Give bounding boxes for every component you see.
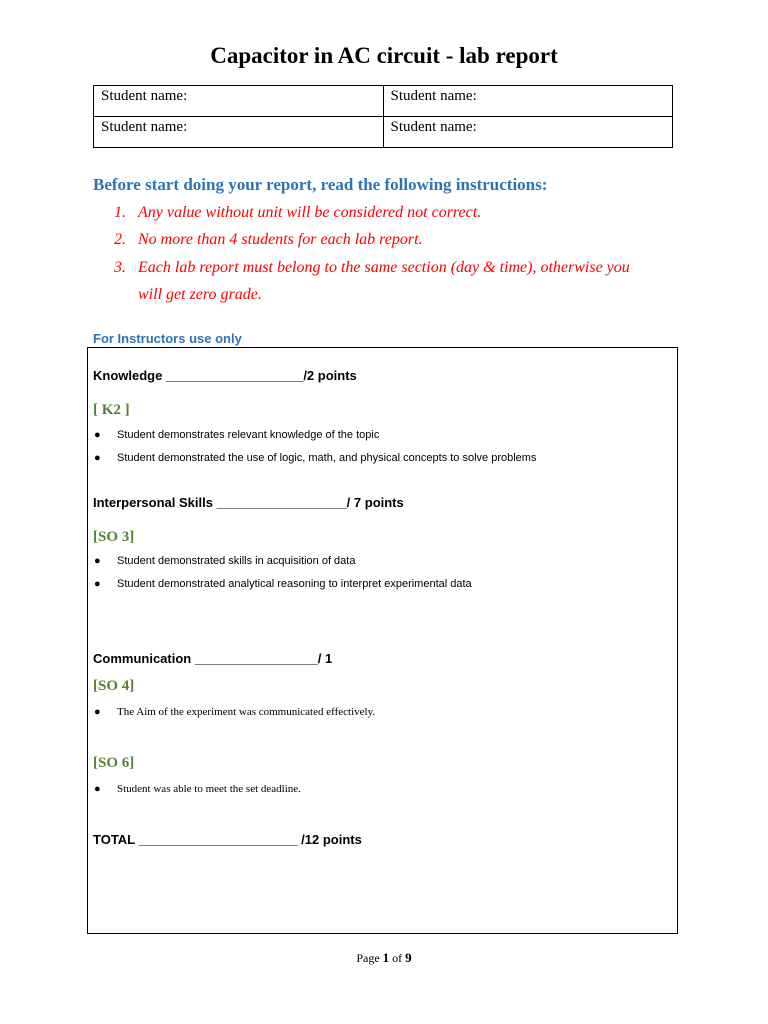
knowledge-score-line: Knowledge ___________________/2 points xyxy=(93,368,357,383)
bullet-item xyxy=(93,554,355,568)
bullet-icon: ● xyxy=(94,452,101,464)
instruction-item xyxy=(114,199,674,226)
page-title: Capacitor in AC circuit - lab report xyxy=(210,43,558,68)
bullet-item xyxy=(93,428,379,442)
bullet-icon: ● xyxy=(94,578,101,590)
bullet-item xyxy=(93,577,472,591)
bullet-item xyxy=(93,782,301,796)
current-page-number: 1 xyxy=(382,950,390,965)
bullet-text: Student demonstrated the use of logic, math, and physical concepts to solve problems xyxy=(117,452,537,464)
bullet-icon: ● xyxy=(94,429,101,441)
so6-code: [SO 6] xyxy=(93,755,135,771)
instruction-text: Any value without unit will be considered not correct. xyxy=(138,204,482,221)
bullet-item xyxy=(93,705,375,719)
bullet-text: Student demonstrated skills in acquisition of data xyxy=(117,555,356,567)
page-footer xyxy=(0,950,768,966)
bullet-text: Student was able to meet the set deadline. xyxy=(117,783,301,795)
bullet-icon: ● xyxy=(94,706,101,718)
instructions-heading: Before start doing your report, read the following instructions: xyxy=(93,175,548,194)
instruction-text: No more than 4 students for each lab report. xyxy=(138,231,423,248)
instruction-number: 3. xyxy=(114,259,126,276)
bullet-item xyxy=(93,451,536,465)
instructors-use-label: For Instructors use only xyxy=(93,331,242,346)
instruction-item xyxy=(114,226,674,253)
instruction-item xyxy=(114,254,674,308)
of-word: of xyxy=(392,951,403,965)
total-score-line: TOTAL ______________________ /12 points xyxy=(93,832,362,847)
page-word: Page xyxy=(356,951,380,965)
instruction-number: 1. xyxy=(114,204,126,221)
bullet-icon: ● xyxy=(94,783,101,795)
communication-score-line: Communication _________________/ 1 xyxy=(93,651,333,666)
k2-code: [ K2 ] xyxy=(93,402,130,418)
interpersonal-score-line: Interpersonal Skills __________________/ 7 points xyxy=(93,495,404,510)
student-name-cell[interactable]: Student name: xyxy=(383,86,673,117)
so4-code: [SO 4] xyxy=(93,678,135,694)
instruction-text: Each lab report must belong to the same section (day & time), otherwise you xyxy=(138,259,630,276)
student-name-cell[interactable]: Student name: xyxy=(94,86,384,117)
so3-code: [SO 3] xyxy=(93,529,135,545)
bullet-text: The Aim of the experiment was communicated effectively. xyxy=(117,706,376,718)
instruction-number: 2. xyxy=(114,231,126,248)
bullet-icon: ● xyxy=(94,555,101,567)
bullet-text: Student demonstrates relevant knowledge of the topic xyxy=(117,429,380,441)
total-page-number: 9 xyxy=(405,950,412,965)
student-name-table xyxy=(93,85,673,148)
bullet-text: Student demonstrated analytical reasoning to interpret experimental data xyxy=(117,578,472,590)
student-name-cell[interactable]: Student name: xyxy=(94,117,384,148)
instruction-text-continued: will get zero grade. xyxy=(138,286,262,303)
student-name-cell[interactable]: Student name: xyxy=(383,117,673,148)
